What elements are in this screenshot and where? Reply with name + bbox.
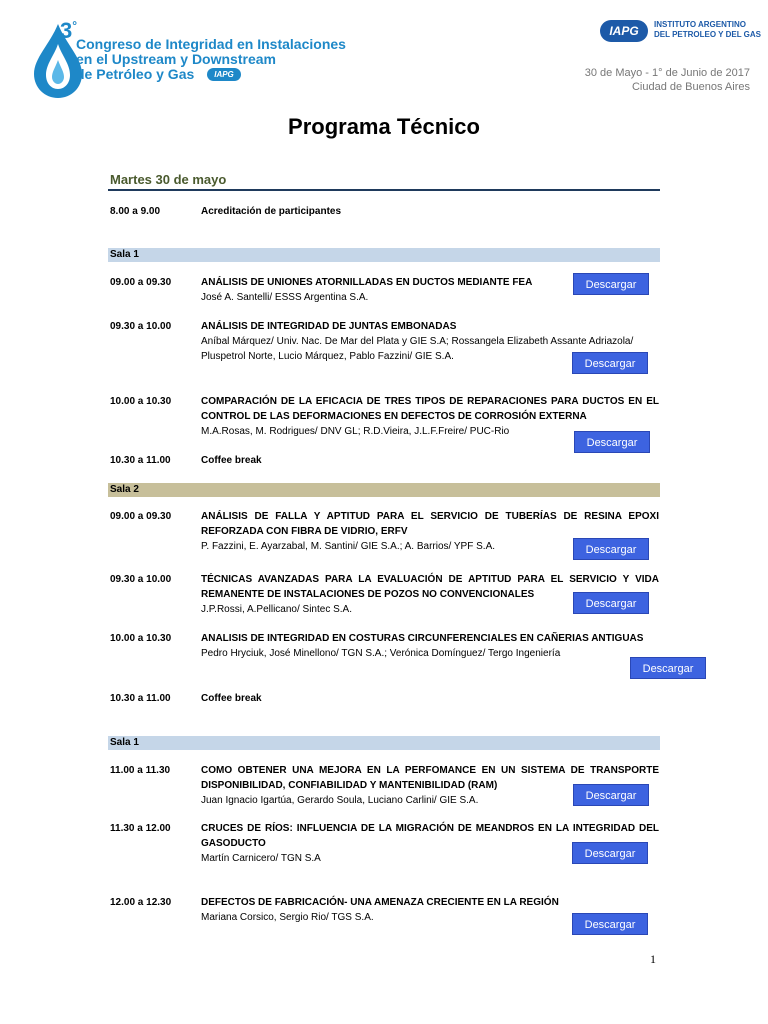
day-divider	[108, 189, 660, 191]
session-title: CRUCES DE RÍOS: INFLUENCIA DE LA MIGRACIÓN DE MEANDROS EN LA INTEGRIDAD DEL GASODUCTO	[201, 823, 659, 849]
download-button[interactable]: Descargar	[573, 273, 649, 295]
download-button[interactable]: Descargar	[630, 657, 706, 679]
session-time: 09.30 a 10.00	[110, 321, 172, 332]
sala-header: Sala 2	[108, 483, 660, 497]
download-button[interactable]: Descargar	[573, 784, 649, 806]
session-time: 10.00 a 10.30	[110, 633, 172, 644]
session-time: 11.00 a 11.30	[110, 765, 171, 776]
session-title: ANALISIS DE INTEGRIDAD EN COSTURAS CIRCUNFERENCIALES EN CAÑERIAS ANTIGUAS	[201, 633, 644, 644]
download-button[interactable]: Descargar	[573, 538, 649, 560]
session-authors: José A. Santelli/ ESSS Argentina S.A.	[201, 292, 369, 303]
session-authors: M.A.Rosas, M. Rodrigues/ DNV GL; R.D.Vieira, J.L.F.Freire/ PUC-Rio	[201, 426, 510, 437]
session-authors: Mariana Corsico, Sergio Rio/ TGS S.A.	[201, 912, 374, 923]
accreditation-text: Acreditación de participantes	[201, 206, 342, 217]
coffee-break: Coffee break	[201, 455, 262, 466]
download-button[interactable]: Descargar	[574, 431, 650, 453]
session-time: 09.30 a 10.00	[110, 574, 172, 585]
session-title: TÉCNICAS AVANZADAS PARA LA EVALUACIÓN DE APTITUD PARA EL SERVICIO Y VIDA REMANENTE DE INSTALACIONES DE POZOS NO CONVENCIONALES	[201, 574, 659, 600]
session-title: COMO OBTENER UNA MEJORA EN LA PERFOMANCE EN UN SISTEMA DE TRANSPORTE DISPONIBILIDAD, CONFIABILIDAD Y MANTENIBILIDAD (RAM)	[201, 765, 659, 791]
sala-header: Sala 1	[108, 248, 660, 262]
session-authors: P. Fazzini, E. Ayarzabal, M. Santini/ GIE S.A.; A. Barrios/ YPF S.A.	[201, 541, 496, 552]
session-time: 11.30 a 12.00	[110, 823, 171, 834]
session-title: ANÁLISIS DE UNIONES ATORNILLADAS EN DUCTOS MEDIANTE FEA	[201, 277, 533, 288]
institute-name: INSTITUTO ARGENTINO DEL PETROLEO Y DEL GAS	[654, 20, 761, 39]
congress-number: 3°	[60, 18, 78, 43]
sala-header: Sala 1	[108, 736, 660, 750]
session-time: 09.00 a 09.30	[110, 277, 172, 288]
session-item	[201, 631, 659, 661]
session-title: ANÁLISIS DE INTEGRIDAD DE JUNTAS EMBONADAS	[201, 321, 457, 332]
accreditation-time: 8.00 a 9.00	[110, 206, 161, 217]
session-authors: J.P.Rossi, A.Pellicano/ Sintec S.A.	[201, 604, 353, 615]
session-authors: Aníbal Márquez/ Univ. Nac. De Mar del Plata y GIE S.A; Rossangela Elizabeth Assante Adriazola/ Pluspetrol Norte, Lucio Márquez, Pablo Fazzini/ GIE S.A.	[201, 336, 634, 362]
session-time: 10.30 a 11.00	[110, 455, 171, 466]
session-time: 10.30 a 11.00	[110, 693, 171, 704]
download-button[interactable]: Descargar	[572, 352, 648, 374]
iapg-badge: IAPG	[207, 68, 241, 81]
download-button[interactable]: Descargar	[572, 913, 648, 935]
event-dates: 30 de Mayo - 1° de Junio de 2017 Ciudad de Buenos Aires	[584, 67, 750, 93]
download-button[interactable]: Descargar	[573, 592, 649, 614]
session-title: DEFECTOS DE FABRICACIÓN- UNA AMENAZA CRECIENTE EN LA REGIÓN	[201, 897, 559, 908]
session-title: ANÁLISIS DE FALLA Y APTITUD PARA EL SERVICIO DE TUBERÍAS DE RESINA EPOXI REFORZADA CON FIBRA DE VIDRIO, ERFV	[201, 511, 659, 537]
session-authors: Martín Carnicero/ TGN S.A	[201, 853, 321, 864]
session-authors: Pedro Hryciuk, José Minellono/ TGN S.A.; Verónica Domínguez/ Tergo Ingeniería	[201, 648, 561, 659]
session-authors: Juan Ignacio Igartúa, Gerardo Soula, Luciano Carlini/ GIE S.A.	[201, 795, 479, 806]
session-time: 10.00 a 10.30	[110, 396, 172, 407]
congress-title: Congreso de Integridad en Instalaciones en el Upstream y Downstream de Petróleo y Gas	[76, 36, 346, 82]
page-title: Programa Técnico	[288, 114, 480, 139]
session-time: 12.00 a 12.30	[110, 897, 172, 908]
day-heading: Martes 30 de mayo	[110, 172, 227, 187]
page-number: 1	[650, 952, 656, 966]
download-button[interactable]: Descargar	[572, 842, 648, 864]
coffee-break: Coffee break	[201, 693, 262, 704]
session-time: 09.00 a 09.30	[110, 511, 172, 522]
institute-logo: IAPG	[600, 20, 648, 42]
session-title: COMPARACIÓN DE LA EFICACIA DE TRES TIPOS DE REPARACIONES PARA DUCTOS EN EL CONTROL DE LAS DEFORMACIONES EN DEFECTOS DE CORROSIÓN EXTERNA	[201, 396, 659, 422]
